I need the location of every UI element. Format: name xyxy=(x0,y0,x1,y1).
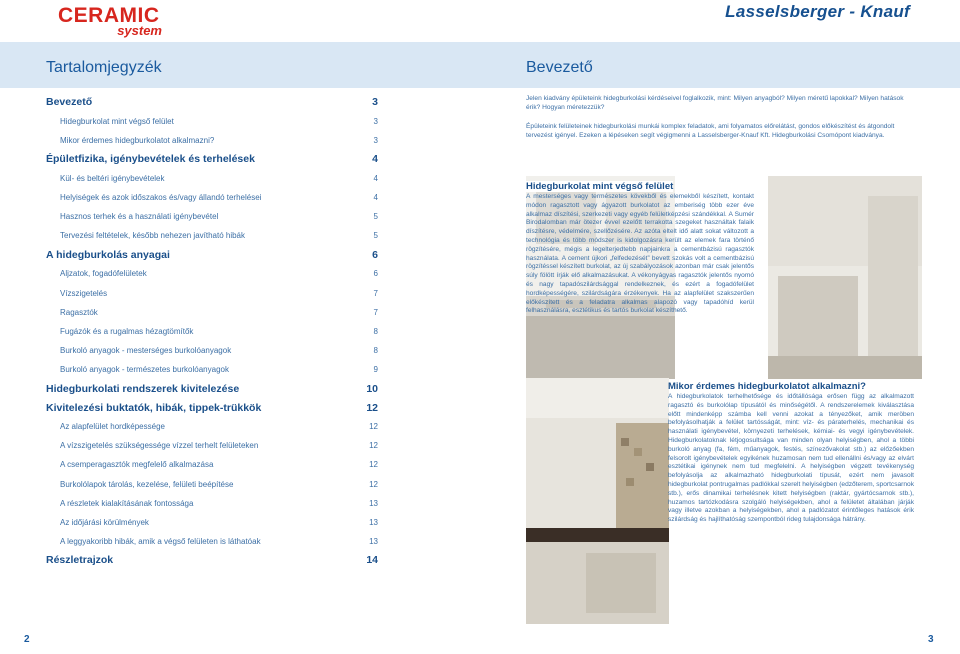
toc-entry-page: 3 xyxy=(373,135,378,145)
toc-entry[interactable] xyxy=(46,401,380,415)
toc-entry-label: Burkolólapok tárolás, kezelése, felületi beépítése xyxy=(60,479,234,489)
toc-entry-page: 12 xyxy=(369,441,378,451)
toc-entry[interactable] xyxy=(46,534,380,548)
section2-text: A hidegburkolatok terhelhetősége és időtállósága erősen függ az alkalmazott ragasztó és burkolólap típusától és minőségétől. A rendszerelemek kiválasztása előtt mindenképp számba kell venni azokat a tényezőket, amik meröben befolyásolhatják a felület tartósságát, mint: víz- és páraterhelés, mechanikai és használati igénybevétel, környezeti terhelések, kémiai- és vegyi igénybevételek. Hidegburkolatoknak létjogosultsága van minden olyan helyiségben, ahol a többi burkoló anyag (fa, fém, műanyagok, festés, színezővakolat stb.) az előzőekben felsorolt igénybevételek egyikének huzamosan nem tud ellenállni és/vagy az elvárt esztétikai igénynek nem tud megfelelni. A helyiségben végzett tevékenység befolyásolja az alkalmazható hidegburkolati típusát, ezért nem javasolt hidegburkolat pontrugalmas padlókkal szerelt helyiségben (edzőterem, sportcsarnok stb.), erős dinamikai terhelésnek kitett helyiségben (raktár, gyártócsarnok stb.), huzamos tartózkodásra szolgáló helyiségekben, ahol a felületet általában járják vagy illetve azokban a helyiségekben, ahol a padlózatot érintőleges hatások érik szilárdság és hajlíthatóság szempontból rideg tulajdonsága hátrány. xyxy=(668,393,914,524)
toc-entry-label: Hidegburkolati rendszerek kivitelezése xyxy=(46,382,240,395)
toc-entry-page: 6 xyxy=(372,248,378,261)
toc-entry-page: 10 xyxy=(366,382,378,395)
toc-entry[interactable] xyxy=(46,553,380,567)
toc-entry-label: Burkoló anyagok - természetes burkolóanyagok xyxy=(60,364,229,374)
toc-entry-label: A leggyakoribb hibák, amik a végső felületen is láthatóak xyxy=(60,536,261,546)
toc-entry[interactable] xyxy=(46,324,380,338)
section2-title: Mikor érdemes hidegburkolatot alkalmazni? xyxy=(668,381,866,392)
ceramic-system-logo xyxy=(58,6,166,38)
intro-paragraph-1: Jelen kiadvány épületeink hidegburkolási kérdéseivel foglalkozik, mint: Milyen anyagból? Milyen méretű lapokkal? Milyen hatások érik? Hogyan méretezzük? xyxy=(526,95,904,111)
toc-entry-label: Fugázók és a rugalmas hézagtömítők xyxy=(60,326,194,336)
toc-entry-label: A hidegburkolás anyagai xyxy=(46,248,170,261)
toc-entry[interactable] xyxy=(46,458,380,472)
toc-entry-page: 3 xyxy=(372,96,378,108)
toc-entry-page: 7 xyxy=(373,307,378,317)
toc-entry[interactable] xyxy=(46,191,380,205)
toc-entry-label: Bevezető xyxy=(46,96,93,108)
toc-entry-page: 12 xyxy=(369,479,378,489)
toc-entry-page: 6 xyxy=(373,269,378,279)
toc-entry-label: Az alapfelület hordképessége xyxy=(60,422,165,432)
toc-entry-page: 5 xyxy=(373,212,378,222)
toc-entry[interactable] xyxy=(46,95,380,109)
toc-entry-label: Kül- és beltéri igénybevételek xyxy=(60,173,165,183)
page-number-right: 3 xyxy=(928,634,934,645)
intro-title: Bevezető xyxy=(526,59,593,76)
toc-entry-page: 12 xyxy=(369,460,378,470)
toc-entry-label: Hasznos terhek és a használati igénybevétel xyxy=(60,212,219,222)
toc-entry-label: Aljzatok, fogadófelületek xyxy=(60,269,147,279)
toc-entry[interactable] xyxy=(46,286,380,300)
logo-ceramic-text: CERAMIC xyxy=(58,4,160,27)
tiled-wall-photo xyxy=(526,378,669,624)
lasselsberger-knauf-logo: Lasselsberger - Knauf xyxy=(725,2,910,21)
toc-entry-page: 12 xyxy=(369,422,378,432)
toc-entry-label: Részletrajzok xyxy=(46,554,114,567)
toc-entry[interactable] xyxy=(46,152,380,166)
toc-entry[interactable] xyxy=(46,439,380,453)
toc-entry-label: A vízszigetelés szükségessége vízzel terhelt felületeken xyxy=(60,441,259,451)
toc-entry-page: 13 xyxy=(369,498,378,508)
toc-entry-label: Kivitelezési buktatók, hibák, tippek-trükkök xyxy=(46,401,262,414)
toc-entry-label: Ragasztók xyxy=(60,307,98,317)
toc-entry-page: 8 xyxy=(373,345,378,355)
toc-entry-page: 4 xyxy=(373,173,378,183)
toc-entry-page: 4 xyxy=(373,193,378,202)
toc-entry-page: 5 xyxy=(373,231,378,241)
toc-entry[interactable] xyxy=(46,210,380,224)
toc-entry-page: 12 xyxy=(366,401,378,414)
toc-entry[interactable] xyxy=(46,267,380,281)
toc-entry-page: 4 xyxy=(372,153,378,166)
toc-entry[interactable] xyxy=(46,133,380,147)
toc-entry[interactable] xyxy=(46,114,380,128)
toc-entry-label: A csemperagasztók megfelelő alkalmazása xyxy=(60,460,214,470)
toc-entry-label: Helyiségek és azok időszakos és/vagy állandó terhelései xyxy=(60,193,262,202)
toc-entry-label: Tervezési feltételek, később nehezen javítható hibák xyxy=(60,231,246,241)
toc-entry-label: Vízszigetelés xyxy=(60,288,108,298)
toc-entry[interactable] xyxy=(46,362,380,376)
toc-entry[interactable] xyxy=(46,420,380,434)
toc-entry-page: 3 xyxy=(373,116,378,126)
toc-entry-page: 14 xyxy=(366,554,378,567)
intro-paragraph-2: Épületeink felületeinek hidegburkolási munkái komplex feladatok, ami folyamatos előrelátást, gondos előkészítést és átgondolt tervezést igényel. Ezeken a lépéseken segít végigmenni a Lasselsberger-Knauf Kft. Hidegburkolási Csomópont kiadványa. xyxy=(526,123,895,139)
toc-entry[interactable] xyxy=(46,171,380,185)
toc-entry-page: 13 xyxy=(369,536,378,546)
logo-system-text: system xyxy=(117,23,162,38)
interior-photo xyxy=(768,176,922,379)
toc-entry-page: 9 xyxy=(373,364,378,374)
toc-entry-page: 7 xyxy=(373,288,378,298)
toc-entry-label: Mikor érdemes hidegburkolatot alkalmazni? xyxy=(60,135,215,145)
toc-entry[interactable] xyxy=(46,496,380,510)
toc-entry[interactable] xyxy=(46,343,380,357)
toc-entry-label: Burkoló anyagok - mesterséges burkolóanyagok xyxy=(60,345,232,355)
toc-entry-label: Az időjárási körülmények xyxy=(60,517,149,527)
section1-title: Hidegburkolat mint végső felület xyxy=(526,181,674,192)
toc-entry[interactable] xyxy=(46,382,380,396)
toc-entry[interactable] xyxy=(46,229,380,243)
toc-entry-page: 13 xyxy=(369,517,378,527)
page-number-left: 2 xyxy=(24,634,30,645)
toc-entry-page: 8 xyxy=(373,326,378,336)
toc-entry-label: Épületfizika, igénybevételek és terhelések xyxy=(46,153,255,166)
toc-title: Tartalomjegyzék xyxy=(46,59,162,76)
toc-entry[interactable] xyxy=(46,515,380,529)
toc-entry-label: Hidegburkolat mint végső felület xyxy=(60,116,174,126)
toc-entry[interactable] xyxy=(46,305,380,319)
toc-entry[interactable] xyxy=(46,248,380,262)
toc-entry-label: A részletek kialakításának fontossága xyxy=(60,498,194,508)
section1-text: A mesterséges vagy természetes kövekből és elemekből készített, kontakt módon ragasztott vagy ágyazott burkolatot az emberiség több ezer éve alkalmaz díszítési, szerkezeti vagy egyéb felületképzési szándékkal. A Sumér Birodalomban már ötezer évvel ezelőtt terrakotta szegeket használtak falaik díszítésre, védelmére, szellőzésére. Az azóta eltelt idő alatt sokat változott a technológia és több módszer is kidolgozásra került az elemek fara történő rögzítésére, mégis a legelterjedtebb napjainkra a cementbázisú ragasztók használata. A cement újkori „felfedezését” bevett szokás volt a cementbázisú rögzítéssel készített burkolat, az új szabályozások azonban már csak jelentős súly fölött írják elő alkalmazásukat. A vékonyágyas ragasztók jelentős nyomó és nagy tapadószilárdsággal rendelkeznek, és ezért a fogadófelület hordképességére, szilárdságára érzékenyek. Ha az alapfelület szakszerűen előkészített és a feladatra alkalmas alapozó vagy tapadóhíd kerül felhasználásra, esztétikus és tartós burkolat készíthető. xyxy=(526,193,754,315)
toc-entry[interactable] xyxy=(46,477,380,491)
